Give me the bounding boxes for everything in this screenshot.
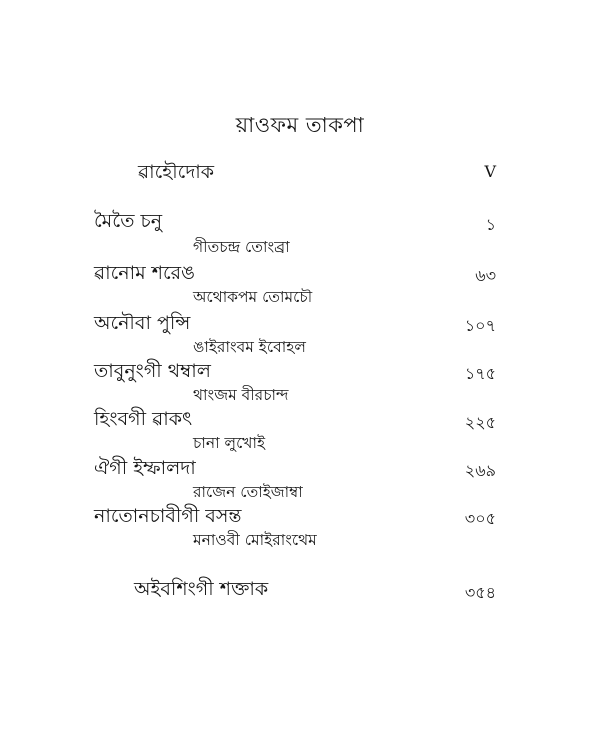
toc-page-number: ৬৩	[475, 266, 496, 285]
toc-page-number: ৩০৫	[464, 509, 496, 528]
page-title: য়াওফম তাকপা	[235, 113, 365, 137]
toc-entry-title: ৱানোম শরেঙ	[94, 262, 195, 284]
toc-entry-title: অনৌবা পুন্সি	[94, 312, 191, 334]
toc-page-number: ১	[485, 215, 496, 234]
toc-page-number: ১০৭	[464, 316, 496, 335]
toc-page-number: ৩৫৪	[464, 583, 496, 602]
toc-entry-author: মনাওবী মোইরাংথেম	[193, 531, 317, 549]
toc-entry-title: অইবশিংগী শক্তাক	[134, 578, 269, 600]
toc-entry-author: অথোকপম তোমচৌ	[193, 288, 313, 306]
toc-entry-title: ঐগী ইম্ফালদা	[94, 457, 196, 479]
toc-page-number: ১৭৫	[464, 364, 496, 383]
toc-entry-title: মৈতৈ চনু	[94, 210, 163, 232]
toc-page-number: V	[484, 162, 496, 181]
toc-entry-title: ৱাহৌদোক	[138, 161, 215, 183]
toc-entry-author: গীতচন্দ্র তোংব্রা	[193, 238, 290, 256]
toc-page-number: ২২৫	[464, 413, 496, 432]
toc-entry-title: তাবুনুংগী থম্বাল	[94, 360, 211, 382]
toc-entry-title: হিংবগী ৱাকৎ	[94, 408, 193, 430]
toc-entry-author: চানা লুখোই	[193, 434, 266, 452]
toc-entry-author: থাংজম বীরচান্দ	[193, 386, 289, 404]
toc-page-number: ২৬৯	[464, 461, 496, 480]
toc-entry-author: ঙাইরাংবম ইবোহল	[193, 338, 306, 356]
toc-entry-author: রাজেন তোইজাম্বা	[193, 483, 303, 501]
toc-entry-title: নাতোনচাবীগী বসন্ত	[94, 505, 242, 527]
